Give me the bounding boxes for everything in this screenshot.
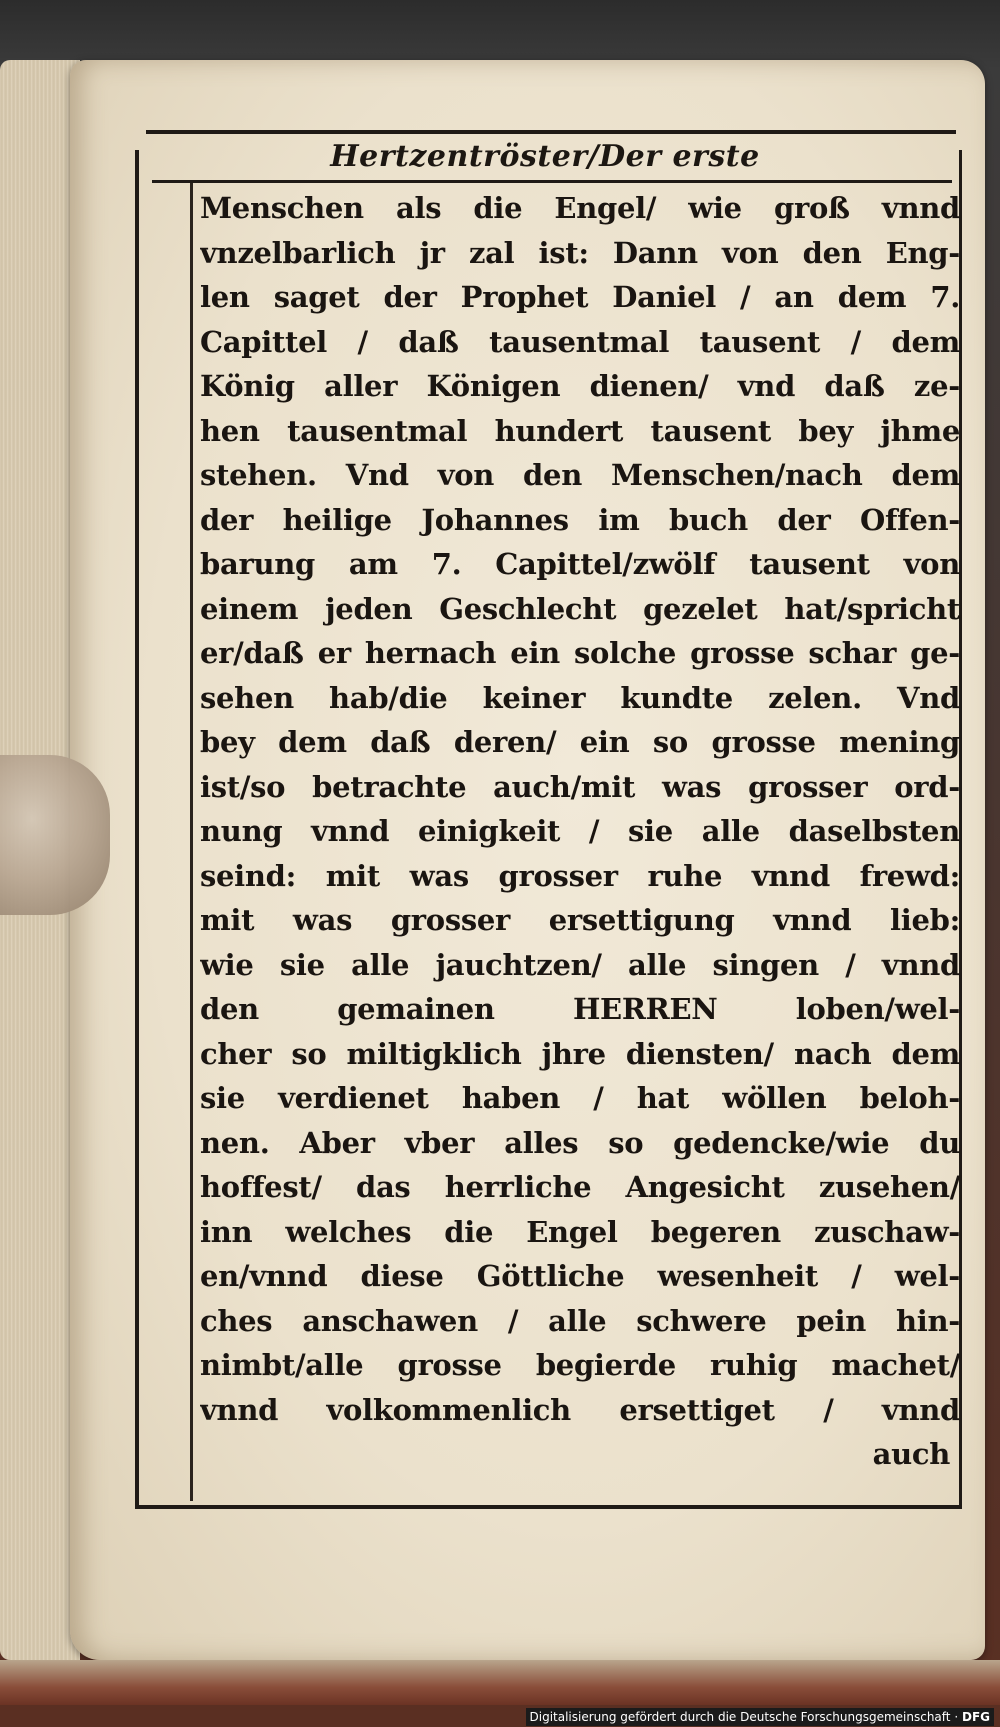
catchword: auch	[872, 1437, 950, 1471]
text-line: nung vnnd einigkeit / sie alle daselbsten	[200, 814, 960, 848]
credit-text: Digitalisierung gefördert durch die Deutsche Forschungsgemeinschaft	[529, 1710, 951, 1724]
text-line: nimbt/alle grosse begierde ruhig machet/	[200, 1348, 960, 1382]
text-line: er/daß er hernach ein solche grosse schar ge-	[200, 636, 960, 670]
thumb-holding-page	[0, 755, 110, 915]
text-line: vnnd volkommenlich ersettiget / vnnd	[200, 1392, 960, 1427]
digitization-credit: Digitalisierung gefördert durch die Deutsche Forschungsgemeinschaft · DFG	[526, 1708, 995, 1726]
text-line: len saget der Prophet Daniel / an dem 7.	[200, 280, 960, 314]
text-line: Menschen als die Engel/ wie groß vnnd	[200, 191, 960, 225]
dfg-logo: DFG	[961, 1710, 990, 1724]
text-line: wie sie alle jauchtzen/ alle singen / vnnd	[200, 947, 960, 982]
book-cover-strip	[0, 1660, 1000, 1705]
text-line: seind: mit was grosser ruhe vnnd frewd:	[200, 858, 960, 893]
text-line: en/vnnd diese Göttliche wesenheit / wel-	[200, 1259, 960, 1293]
text-line: den gemainen HERREN loben/wel-	[200, 992, 960, 1026]
text-line: König aller Königen dienen/ vnd daß ze-	[200, 369, 960, 403]
text-line: einem jeden Geschlecht gezelet hat/spricht	[200, 591, 960, 626]
text-line: hen tausentmal hundert tausent bey jhme	[200, 413, 960, 448]
running-head: Hertzentröster/Der erste	[330, 139, 760, 174]
text-line: inn welches die Engel begeren zuschaw-	[200, 1214, 960, 1249]
text-line: sehen hab/die keiner kundte zelen. Vnd	[200, 680, 960, 715]
text-line: hoffest/ das herrliche Angesicht zusehen/	[200, 1170, 960, 1204]
text-line: mit was grosser ersettigung vnnd lieb:	[200, 903, 960, 937]
text-line: stehen. Vnd von den Menschen/nach dem	[200, 458, 960, 492]
text-line: ches anschawen / alle schwere pein hin-	[200, 1303, 960, 1338]
text-line: cher so miltigklich jhre diensten/ nach dem	[200, 1036, 960, 1071]
text-line: Capittel / daß tausentmal tausent / dem	[200, 324, 960, 359]
inner-margin-rule	[190, 183, 193, 1501]
text-line: vnzelbarlich jr zal ist: Dann von den Eng-	[200, 235, 960, 270]
body-text	[200, 186, 960, 1477]
text-line: bey dem daß deren/ ein so grosse mening	[200, 725, 960, 759]
text-line: ist/so betrachte auch/mit was grosser ord-	[200, 769, 960, 804]
text-line: barung am 7. Capittel/zwölf tausent von	[200, 547, 960, 581]
text-line: sie verdienet haben / hat wöllen beloh-	[200, 1081, 960, 1115]
text-line: nen. Aber vber alles so gedencke/wie du	[200, 1125, 960, 1160]
text-line: der heilige Johannes im buch der Offen-	[200, 502, 960, 537]
